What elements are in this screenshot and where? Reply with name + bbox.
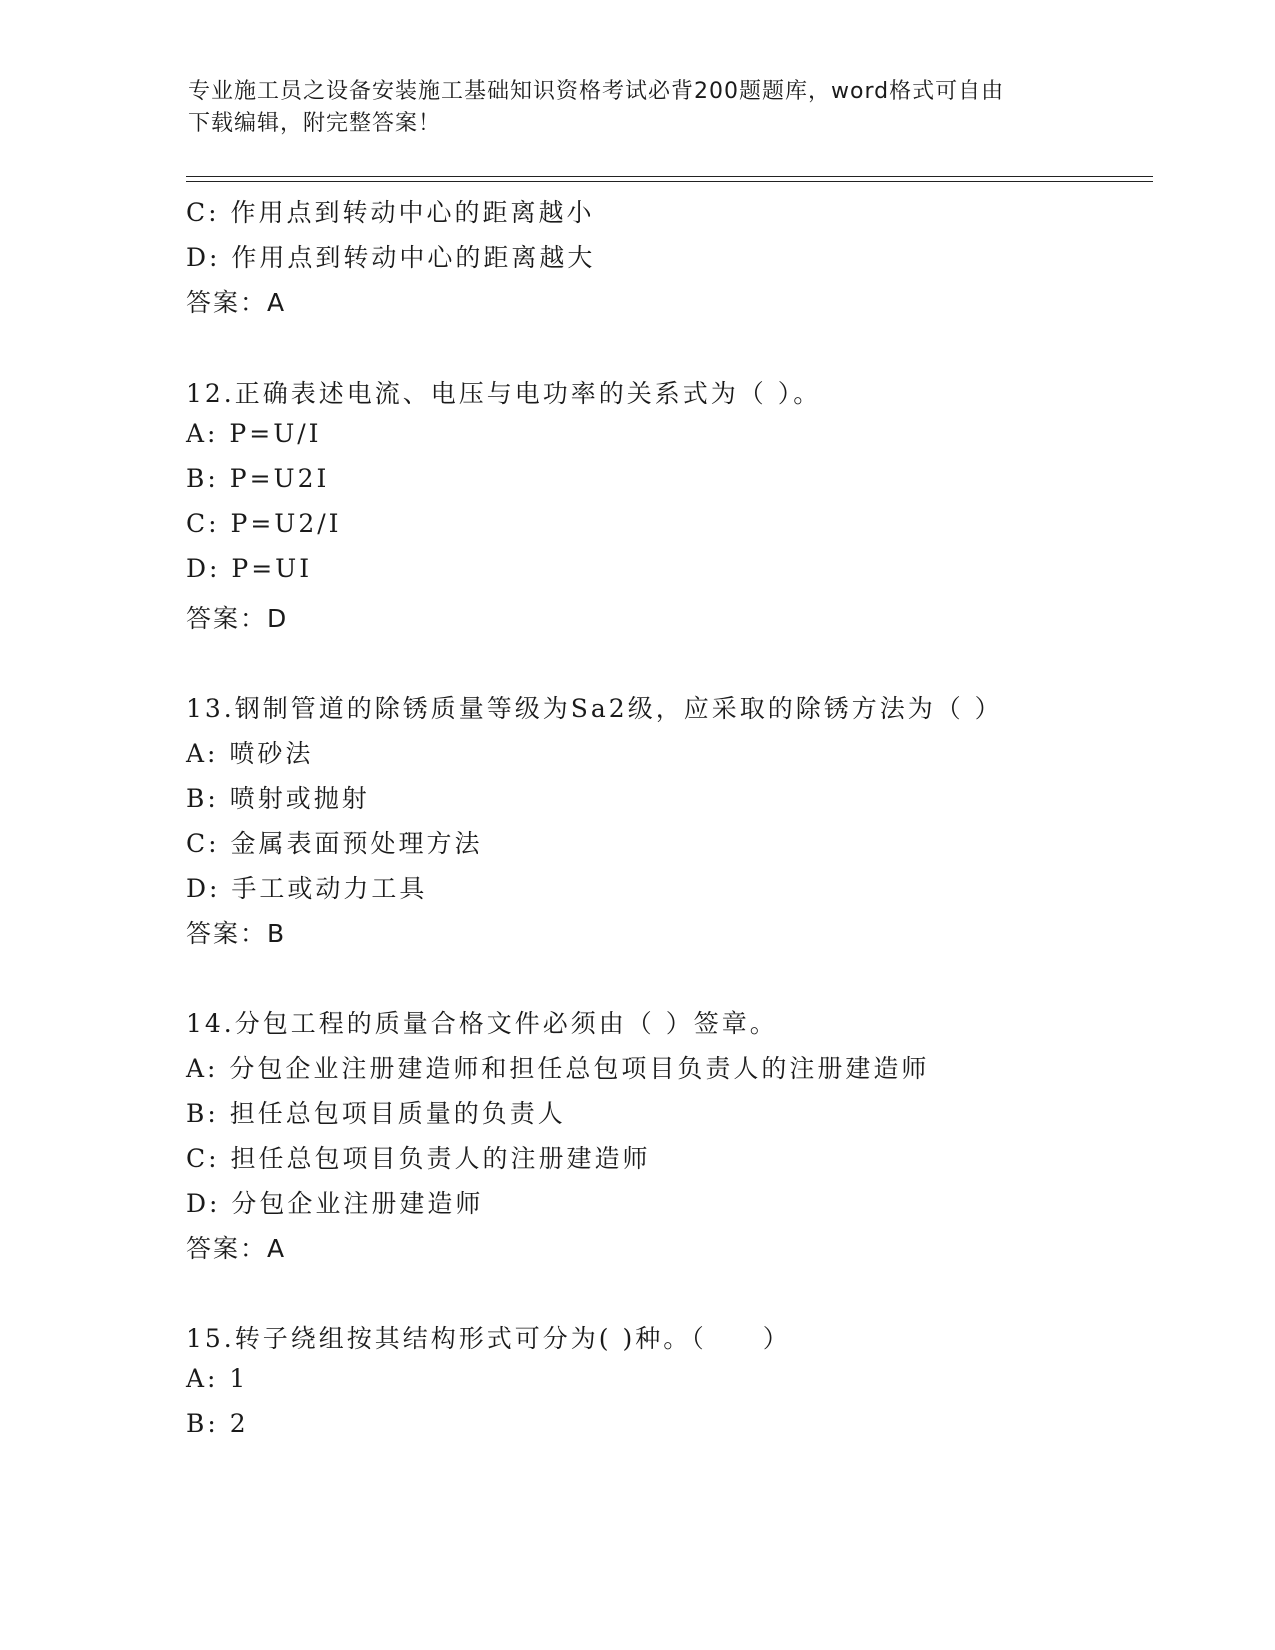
q14-option-c: C: 担任总包项目负责人的注册建造师 (186, 1144, 651, 1173)
q13-question: 13.钢制管道的除锈质量等级为Sa2级，应采取的除锈方法为（ ） (186, 694, 1003, 723)
q11-answer: 答案：A (186, 288, 287, 317)
q14-option-b: B: 担任总包项目质量的负责人 (186, 1099, 566, 1128)
q13-answer: 答案：B (186, 919, 287, 948)
q12-option-b: B: P=U2I (186, 464, 330, 493)
q13-option-b: B: 喷射或抛射 (186, 784, 370, 813)
q15-option-a: A: 1 (186, 1364, 249, 1393)
q14-answer: 答案：A (186, 1234, 287, 1263)
q14-option-a: A: 分包企业注册建造师和担任总包项目负责人的注册建造师 (186, 1054, 930, 1083)
q12-question: 12.正确表述电流、电压与电功率的关系式为（ ）。 (186, 379, 822, 408)
q12-option-d: D: P=UI (186, 554, 313, 583)
q13-option-d: D: 手工或动力工具 (186, 874, 428, 903)
header-line-1: 专业施工员之设备安装施工基础知识资格考试必背200题题库，word格式可自由 (188, 79, 1005, 104)
q11-option-d: D: 作用点到转动中心的距离越大 (186, 243, 596, 272)
header-divider-top (186, 176, 1153, 177)
q15-option-b: B: 2 (186, 1409, 249, 1438)
q14-option-d: D: 分包企业注册建造师 (186, 1189, 484, 1218)
q12-option-a: A: P=U/I (186, 419, 322, 448)
document-header (188, 76, 1068, 140)
q14-question: 14.分包工程的质量合格文件必须由（ ）签章。 (186, 1009, 778, 1038)
q11-option-c: C: 作用点到转动中心的距离越小 (186, 198, 595, 227)
q12-option-c: C: P=U2/I (186, 509, 342, 538)
header-line-2: 下载编辑，附完整答案！ (188, 111, 442, 136)
q15-question: 15.转子绕组按其结构形式可分为( )种。（ ） (186, 1324, 791, 1353)
header-divider-bottom (186, 181, 1153, 182)
q13-option-a: A: 喷砂法 (186, 739, 314, 768)
q13-option-c: C: 金属表面预处理方法 (186, 829, 483, 858)
q12-answer: 答案：D (186, 604, 289, 633)
